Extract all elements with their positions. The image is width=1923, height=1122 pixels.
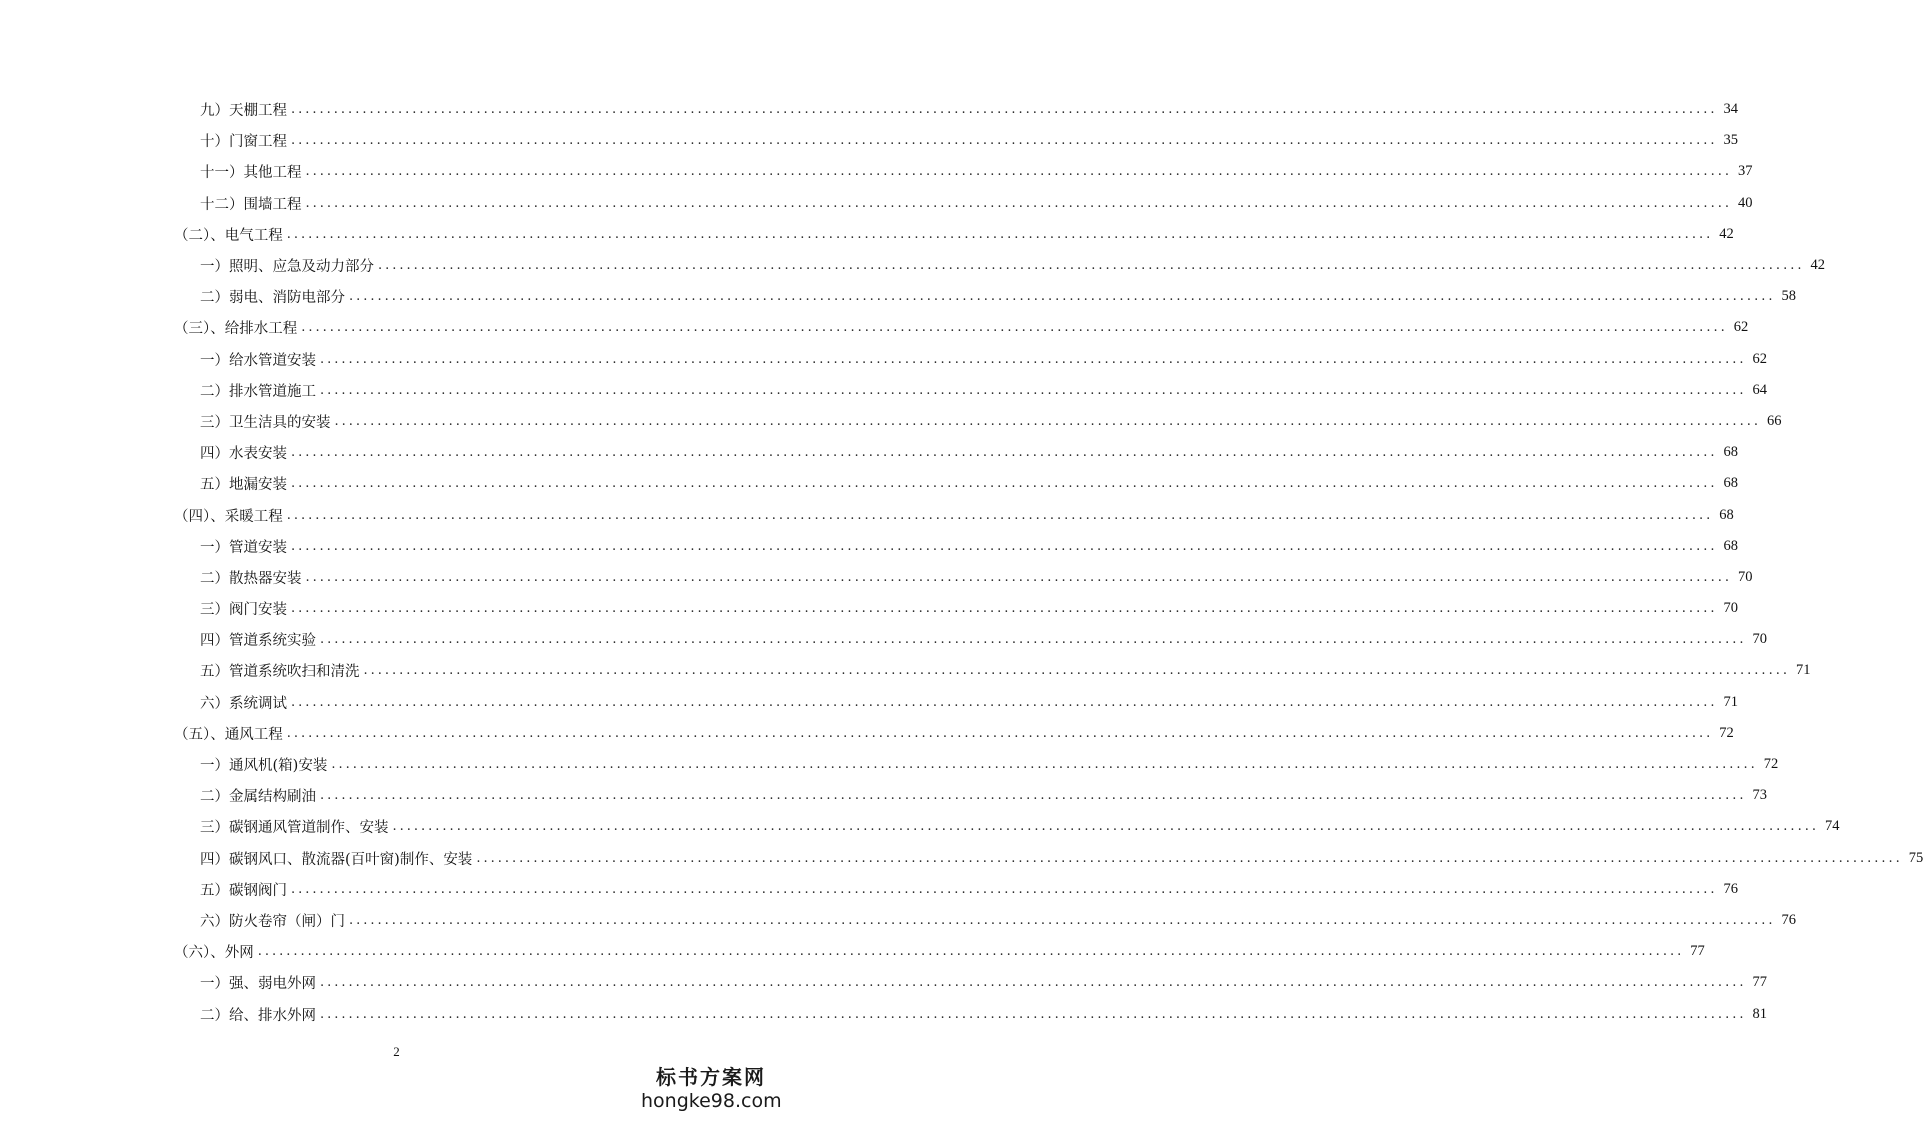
toc-entry-label: 五）地漏安装	[200, 473, 291, 494]
toc-entry-label: 一）给水管道安装	[200, 349, 320, 370]
toc-entry[interactable]	[0, 593, 1738, 624]
toc-entry-page: 72	[1719, 724, 1734, 741]
toc-entry[interactable]	[0, 344, 1767, 375]
toc-dot-leader: ........................................................................................................................................................................................................	[363, 663, 1790, 679]
toc-dot-leader: ........................................................................................................................................................................................................	[291, 694, 1718, 710]
toc-entry[interactable]	[0, 936, 1705, 967]
toc-entry[interactable]	[0, 250, 1825, 281]
toc-entry-label: 二）散热器安装	[200, 567, 306, 588]
toc-entry[interactable]	[0, 998, 1767, 1029]
toc-entry-page: 77	[1752, 974, 1767, 991]
toc-dot-leader: ........................................................................................................................................................................................................	[331, 757, 1758, 773]
toc-entry-page: 72	[1763, 756, 1779, 773]
toc-dot-leader: ........................................................................................................................................................................................................	[392, 819, 1819, 835]
toc-entry-page: 76	[1781, 911, 1796, 928]
toc-entry[interactable]	[0, 125, 1738, 156]
toc-entry-page: 68	[1719, 506, 1734, 523]
toc-entry-page: 42	[1719, 225, 1734, 242]
toc-entry-label: 三）卫生洁具的安装	[200, 411, 335, 432]
toc-entry-label: 二）弱电、消防电部分	[200, 286, 349, 307]
toc-dot-leader: ........................................................................................................................................................................................................	[349, 912, 1776, 928]
toc-dot-leader: ........................................................................................................................................................................................................	[291, 445, 1718, 461]
toc-entry-label: 五）碳钢阀门	[200, 879, 291, 900]
toc-entry-label: 一）通风机(箱)安装	[200, 754, 331, 775]
toc-entry[interactable]	[0, 188, 1753, 219]
toc-entry-label: 六）系统调试	[200, 692, 291, 713]
toc-entry-page: 34	[1723, 101, 1738, 118]
toc-entry-label: 六）防火卷帘（闸）门	[200, 910, 349, 931]
toc-entry-page: 74	[1824, 818, 1840, 835]
toc-entry-page: 68	[1723, 475, 1738, 492]
toc-entry-page: 81	[1752, 1005, 1767, 1022]
toc-entry-page: 70	[1737, 568, 1753, 585]
toc-dot-leader: ........................................................................................................................................................................................................	[291, 133, 1718, 149]
toc-entry-page: 66	[1766, 412, 1782, 429]
toc-dot-leader: ........................................................................................................................................................................................................	[286, 226, 1714, 242]
toc-entry[interactable]	[0, 874, 1738, 905]
toc-entry-label: （三）、给排水工程	[174, 317, 301, 338]
table-of-contents	[0, 94, 1923, 1030]
toc-entry[interactable]	[0, 967, 1767, 998]
toc-dot-leader: ........................................................................................................................................................................................................	[320, 788, 1747, 804]
toc-dot-leader: ........................................................................................................................................................................................................	[301, 320, 1728, 336]
toc-dot-leader: ........................................................................................................................................................................................................	[378, 258, 1805, 274]
toc-entry-label: 四）管道系统实验	[200, 629, 320, 650]
toc-entry[interactable]	[0, 624, 1767, 655]
toc-entry[interactable]	[0, 437, 1738, 468]
toc-dot-leader: ........................................................................................................................................................................................................	[320, 1006, 1747, 1022]
toc-entry-label: 五）管道系统吹扫和清洗	[200, 660, 364, 681]
watermark-title: 标书方案网	[656, 1065, 766, 1089]
toc-entry[interactable]	[0, 406, 1782, 437]
toc-entry-page: 35	[1723, 132, 1738, 149]
toc-entry-page: 64	[1752, 381, 1767, 398]
page-number: 2	[393, 1044, 400, 1059]
toc-entry-page: 62	[1733, 319, 1749, 336]
watermark	[641, 1061, 781, 1112]
watermark-url: hongke98.com	[641, 1090, 782, 1112]
toc-entry-page: 68	[1723, 444, 1738, 461]
toc-entry[interactable]	[0, 219, 1734, 250]
toc-entry-label: （二）、电气工程	[174, 224, 287, 245]
toc-dot-leader: ........................................................................................................................................................................................................	[286, 507, 1714, 523]
toc-dot-leader: ........................................................................................................................................................................................................	[476, 850, 1903, 866]
toc-entry-page: 71	[1723, 693, 1738, 710]
toc-dot-leader: ........................................................................................................................................................................................................	[320, 975, 1747, 991]
toc-entry[interactable]	[0, 499, 1734, 530]
toc-entry-label: 三）阀门安装	[200, 598, 291, 619]
toc-dot-leader: ........................................................................................................................................................................................................	[291, 538, 1718, 554]
toc-entry-page: 37	[1737, 163, 1753, 180]
toc-entry[interactable]	[0, 312, 1749, 343]
toc-dot-leader: ........................................................................................................................................................................................................	[305, 195, 1732, 211]
toc-entry-label: 一）强、弱电外网	[200, 972, 320, 993]
toc-entry-page: 75	[1908, 849, 1923, 866]
toc-entry[interactable]	[0, 468, 1738, 499]
toc-entry-label: 十一）其他工程	[200, 161, 306, 182]
toc-entry-label: 九）天棚工程	[200, 99, 291, 120]
toc-entry-page: 62	[1752, 350, 1767, 367]
toc-entry[interactable]	[0, 811, 1840, 842]
toc-dot-leader: ........................................................................................................................................................................................................	[305, 164, 1732, 180]
toc-entry-label: （四）、采暖工程	[174, 505, 287, 526]
toc-entry-label: （五）、通风工程	[174, 723, 287, 744]
toc-dot-leader: ........................................................................................................................................................................................................	[286, 725, 1714, 741]
toc-entry-label: 一）管道安装	[200, 536, 291, 557]
toc-dot-leader: ........................................................................................................................................................................................................	[291, 601, 1718, 617]
toc-entry[interactable]	[0, 780, 1767, 811]
toc-entry-label: 二）排水管道施工	[200, 380, 320, 401]
toc-dot-leader: ........................................................................................................................................................................................................	[291, 881, 1718, 897]
toc-entry[interactable]	[0, 749, 1779, 780]
toc-entry[interactable]	[0, 531, 1738, 562]
toc-entry-label: 二）给、排水外网	[200, 1004, 320, 1025]
toc-entry[interactable]	[0, 718, 1734, 749]
toc-entry-label: 四）碳钢风口、散流器(百叶窗)制作、安装	[200, 848, 476, 869]
toc-entry[interactable]	[0, 94, 1738, 125]
toc-dot-leader: ........................................................................................................................................................................................................	[257, 944, 1685, 960]
toc-entry-label: 一）照明、应急及动力部分	[200, 255, 378, 276]
toc-entry-label: 十）门窗工程	[200, 130, 291, 151]
toc-entry[interactable]	[0, 156, 1753, 187]
toc-entry-label: 四）水表安装	[200, 442, 291, 463]
toc-dot-leader: ........................................................................................................................................................................................................	[291, 102, 1718, 118]
toc-entry-page: 40	[1737, 194, 1753, 211]
toc-entry-label: 十二）围墙工程	[200, 193, 306, 214]
toc-entry-page: 70	[1723, 600, 1738, 617]
toc-entry[interactable]	[0, 281, 1796, 312]
toc-dot-leader: ........................................................................................................................................................................................................	[334, 413, 1761, 429]
toc-entry[interactable]	[0, 562, 1753, 593]
toc-entry[interactable]	[0, 843, 1923, 874]
toc-dot-leader: ........................................................................................................................................................................................................	[305, 569, 1732, 585]
toc-dot-leader: ........................................................................................................................................................................................................	[291, 476, 1718, 492]
toc-entry-page: 76	[1723, 880, 1738, 897]
toc-entry-label: （六）、外网	[174, 941, 258, 962]
toc-dot-leader: ........................................................................................................................................................................................................	[320, 351, 1747, 367]
toc-entry[interactable]	[0, 905, 1796, 936]
toc-entry-label: 三）碳钢通风管道制作、安装	[200, 816, 393, 837]
toc-dot-leader: ........................................................................................................................................................................................................	[349, 289, 1776, 305]
toc-entry-page: 68	[1723, 537, 1738, 554]
toc-entry-page: 71	[1795, 662, 1811, 679]
toc-entry-page: 70	[1752, 631, 1767, 648]
toc-entry[interactable]	[0, 655, 1811, 686]
toc-entry-page: 58	[1781, 288, 1796, 305]
toc-dot-leader: ........................................................................................................................................................................................................	[320, 382, 1747, 398]
toc-entry-page: 73	[1752, 787, 1767, 804]
toc-entry-page: 42	[1810, 257, 1825, 274]
toc-entry[interactable]	[0, 375, 1767, 406]
toc-entry[interactable]	[0, 687, 1738, 718]
toc-dot-leader: ........................................................................................................................................................................................................	[320, 632, 1747, 648]
toc-entry-page: 77	[1690, 943, 1705, 960]
toc-entry-label: 二）金属结构刷油	[200, 785, 320, 806]
